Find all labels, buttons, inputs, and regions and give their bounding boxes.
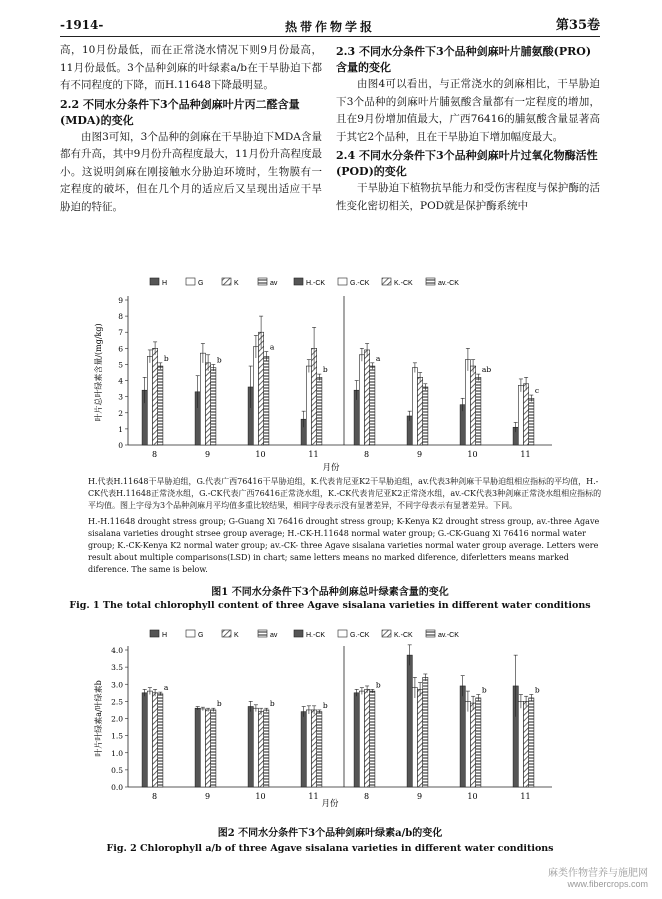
bar [264, 356, 269, 445]
bar [465, 360, 470, 445]
figure-2-chart [0, 622, 662, 820]
x-tick-label: 10 [467, 792, 478, 801]
legend-swatch [382, 630, 391, 637]
bar [524, 701, 529, 787]
bar [153, 348, 158, 445]
significance-label: a [375, 353, 381, 363]
significance-label: b [163, 353, 169, 363]
legend-swatch [222, 630, 231, 637]
bar [365, 689, 370, 787]
section-heading-2-2: 2.2 不同水分条件下3个品种剑麻叶片丙二醛含量(MDA)的变化 [60, 97, 300, 127]
bar [407, 655, 412, 787]
x-tick-label: 10 [467, 450, 478, 459]
bar [370, 366, 375, 445]
figure-1-chart [0, 270, 662, 475]
bar [158, 694, 163, 787]
significance-label: ab [481, 365, 492, 375]
x-tick-label: 10 [255, 450, 266, 459]
x-tick-label: 8 [363, 792, 370, 801]
y-tick-label: 7 [118, 328, 123, 338]
significance-label: b [534, 685, 540, 695]
legend-label: H.-CK [306, 280, 326, 287]
significance-label: b [322, 700, 328, 710]
y-tick-label: 3.5 [111, 663, 123, 673]
bar [471, 703, 476, 787]
y-axis-label: 叶片叶绿素a/叶绿素b [94, 680, 103, 757]
y-tick-label: 3 [118, 392, 123, 402]
y-tick-label: 1 [118, 424, 123, 434]
bar [370, 691, 375, 787]
legend-swatch [426, 630, 435, 637]
legend-label: av.-CK [438, 280, 459, 287]
bar [147, 691, 152, 787]
legend-label: av [270, 632, 278, 639]
bar [306, 366, 311, 445]
journal-name: 热带作物学报 [284, 20, 375, 34]
significance-label: b [322, 365, 328, 375]
notes-en: H.-H.11648 drought stress group; G-Guang Xi 76416 drought stress group; K-Kenya K2 drought stress group, av.-three Agave sisalana varieties drought strsee group average; H.-CK-H.11648 normal water group; G.-CK-Guang Xi 76416 normal water group; K.-CK-Kenya K2 normal water group; av.-CK- three Agave sisalana varieties normal water group average. Letters were result about multiple comparisons(LSD) in chart; same letters means no marked diference, diferletters means marked diference. The same is below. [88, 517, 600, 574]
y-tick-label: 2.5 [111, 697, 123, 707]
x-tick-label: 11 [520, 450, 531, 459]
figure-1-notes [88, 476, 608, 576]
bar [524, 384, 529, 445]
y-tick-label: 9 [118, 296, 123, 305]
bar [206, 710, 211, 787]
bar [354, 693, 359, 787]
significance-label: b [269, 699, 275, 709]
paragraph: 干旱胁迫下植物抗旱能力和受伤害程度与保护酶的活性变化密切相关，POD就是保护酶系统中 [336, 182, 600, 212]
legend-swatch [222, 278, 231, 285]
legend-label: G [198, 280, 204, 287]
y-tick-label: 1.5 [111, 731, 123, 741]
legend-swatch [186, 278, 195, 285]
page-header [60, 14, 600, 34]
bar [153, 693, 158, 787]
bar [206, 363, 211, 445]
header-rule [60, 36, 600, 37]
figure-1 [0, 270, 662, 475]
y-tick-label: 0.5 [111, 765, 123, 775]
x-tick-label: 10 [255, 792, 266, 801]
y-tick-label: 2 [118, 408, 123, 418]
bar [253, 708, 258, 787]
bar [259, 712, 264, 787]
bar [301, 712, 306, 787]
bar [418, 689, 423, 787]
paragraph: 高，10月份最低，而在正常浇水情况下则9月份最高，11月份最低。3个品种剑麻的叶绿素a/b在干旱胁迫下都有不同程度的下降，而H.11648下降最明显。 [60, 44, 322, 91]
y-tick-label: 3.0 [111, 680, 123, 690]
significance-label: b [216, 355, 222, 365]
bar [359, 355, 364, 445]
legend-swatch [186, 630, 195, 637]
y-tick-label: 6 [118, 344, 123, 354]
legend-label: G.-CK [350, 280, 370, 287]
notes-cn: H.代表H.11648干旱胁迫组，G.代表广西76416干旱胁迫组，K.代表肯尼亚K2干旱胁迫组，av.代表3种剑麻干旱胁迫组相应指标的平均值，H.-CK代表H.11648正常浇水组，G.-CK代表广西76416正常浇水组，K.-CK代表肯尼亚K2正常浇水组，av.-CK代表3种剑麻正常浇水组相应指标的平均值。图上字母为3个品种剑麻月平均值多重比较结果，相同字母表示没有显著差异，不同字母表示有显著差异。下同。 [88, 477, 602, 510]
legend-swatch [258, 630, 267, 637]
bar [195, 708, 200, 787]
x-tick-label: 8 [151, 450, 158, 459]
legend-label: av [270, 280, 278, 287]
legend-swatch [258, 278, 267, 285]
bar [423, 387, 428, 445]
bar [359, 691, 364, 787]
x-tick-label: 8 [363, 450, 370, 459]
legend-label: H.-CK [306, 632, 326, 639]
x-tick-label: 8 [151, 792, 158, 801]
bar [476, 377, 481, 445]
legend-label: H [162, 632, 168, 639]
bar [529, 398, 534, 445]
bar [200, 353, 205, 445]
figure-2-caption-en: Fig. 2 Chlorophyll a/b of three Agave sisalana varieties in different water conditions [106, 843, 554, 854]
legend-swatch [338, 630, 347, 637]
paragraph: 由图4可以看出，与正常浇水的剑麻相比，干旱胁迫下3个品种的剑麻叶片脯氨酸含量都有一定程度的增加，且在9月份增加值最大，广西76416的脯氨酸含量显著高于其它2个品种，且在干旱胁迫下增加幅度最大。 [336, 78, 600, 143]
x-tick-label: 9 [416, 792, 423, 801]
bar [317, 377, 322, 445]
bar [423, 677, 428, 787]
legend-label: K [234, 632, 239, 639]
significance-label: b [216, 699, 222, 709]
significance-label: b [375, 680, 381, 690]
significance-label: a [269, 342, 275, 352]
figure-2 [0, 622, 662, 820]
watermark-cn: 麻类作物营养与施肥网 [548, 868, 648, 879]
volume: 第35卷 [555, 18, 600, 33]
page-number: -1914- [60, 18, 104, 32]
bar [465, 701, 470, 787]
legend-label: G.-CK [350, 632, 370, 639]
section-heading-2-3: 2.3 不同水分条件下3个品种剑麻叶片脯氨酸(PRO)含量的变化 [336, 45, 592, 74]
y-tick-label: 8 [118, 312, 123, 322]
figure-2-caption-cn: 图2 不同水分条件下3个品种剑麻叶绿素a/b的变化 [217, 828, 443, 839]
bar [211, 368, 216, 445]
significance-label: c [534, 386, 540, 396]
x-tick-label: 11 [308, 450, 319, 459]
x-tick-label: 11 [520, 792, 531, 801]
y-tick-label: 2.0 [111, 714, 123, 724]
bar [317, 712, 322, 787]
bar [142, 693, 147, 787]
legend-swatch [338, 278, 347, 285]
y-tick-label: 1.0 [111, 748, 123, 758]
legend [150, 278, 459, 287]
bar [365, 350, 370, 445]
section-heading-2-4: 2.4 不同水分条件下3个品种剑麻叶片过氧化物酶活性(POD)的变化 [336, 149, 598, 178]
x-tick-label: 11 [308, 792, 319, 801]
significance-label: a [163, 683, 169, 693]
bar [158, 366, 163, 445]
paragraph: 由图3可知，3个品种的剑麻在干旱胁迫下MDA含量都有升高，其中9月份升高程度最大，11月份升高程度最小。这说明剑麻在刚接触水分胁迫环境时，生物膜有一定程度的破坏，但在几个月的适应后又呈现出适应干旱胁迫的特征。 [60, 130, 322, 213]
bar [518, 701, 523, 787]
x-tick-label: 9 [416, 450, 423, 459]
bar [248, 707, 253, 787]
legend [150, 630, 459, 639]
x-axis-label: 月份 [321, 799, 339, 809]
legend-label: K.-CK [394, 280, 413, 287]
bar [312, 710, 317, 787]
bar [259, 332, 264, 445]
watermark-url: www.fibercrops.com [567, 879, 648, 889]
y-tick-label: 4.0 [111, 646, 123, 655]
legend-swatch [150, 630, 159, 637]
bar [460, 686, 465, 787]
figure-1-caption-en: Fig. 1 The total chlorophyll content of three Agave sisalana varieties in different water conditions [69, 600, 591, 611]
legend-label: H [162, 280, 168, 287]
legend-swatch [294, 630, 303, 637]
figure-1-caption-cn: 图1 不同水分条件下3个品种剑麻总叶绿素含量的变化 [211, 587, 449, 598]
significance-label: b [481, 685, 487, 695]
bar [264, 710, 269, 787]
bar [147, 356, 152, 445]
bar [471, 366, 476, 445]
x-tick-label: 9 [204, 792, 211, 801]
bar [412, 368, 417, 445]
legend-swatch [150, 278, 159, 285]
bar [211, 710, 216, 787]
bar [306, 710, 311, 787]
bar [200, 709, 205, 787]
legend-label: K [234, 280, 239, 287]
left-column [60, 42, 322, 216]
legend-swatch [294, 278, 303, 285]
bar [529, 698, 534, 787]
legend-label: K.-CK [394, 632, 413, 639]
legend-label: av.-CK [438, 632, 459, 639]
y-tick-label: 0.0 [111, 783, 123, 792]
y-tick-label: 5 [118, 360, 123, 370]
x-tick-label: 9 [204, 450, 211, 459]
bar [476, 698, 481, 787]
bar [518, 385, 523, 445]
bar [418, 377, 423, 445]
y-tick-label: 0 [118, 441, 123, 450]
x-axis-label: 月份 [322, 463, 340, 473]
legend-swatch [426, 278, 435, 285]
y-axis-label: 叶片总叶绿素含量/(mg/kg) [94, 323, 103, 422]
legend-label: G [198, 632, 204, 639]
legend-swatch [382, 278, 391, 285]
y-tick-label: 4 [118, 376, 123, 386]
bar [412, 688, 417, 787]
right-column [336, 42, 600, 215]
bar [253, 347, 258, 445]
